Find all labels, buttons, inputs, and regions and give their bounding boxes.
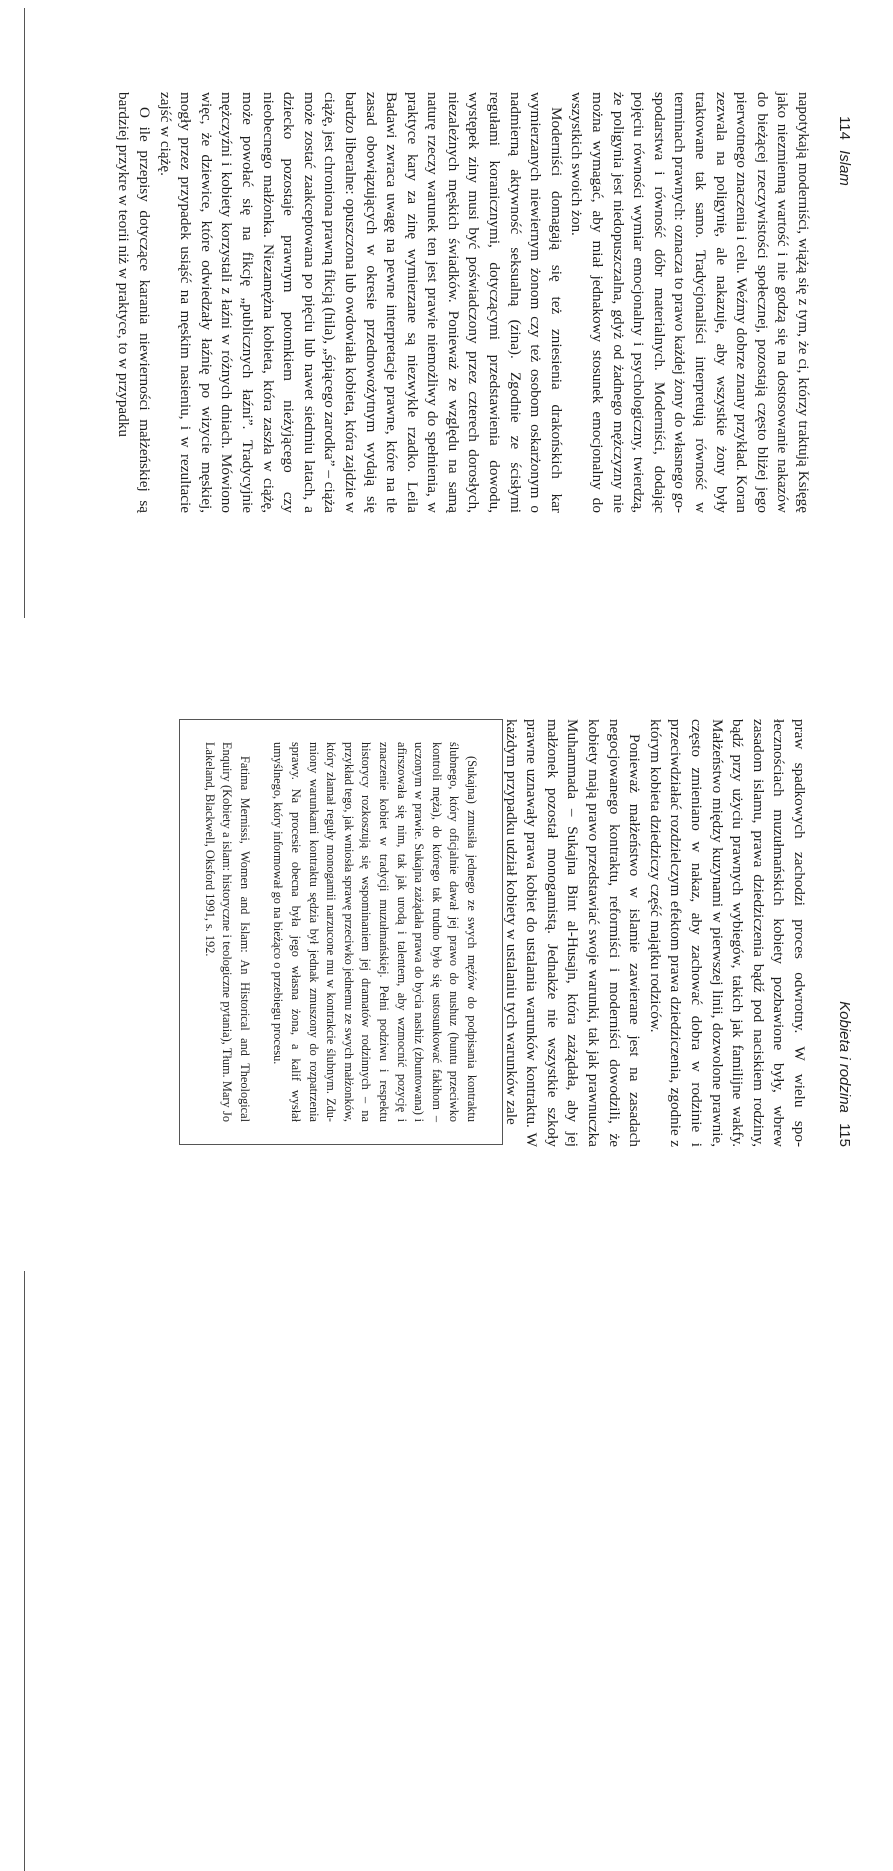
right-running-head-title: Kobieta i rodzina [836,1001,853,1113]
paragraph: Moderniści domagają się też zniesienia drakońskich kar wymierzanych niewiernym żonom czy też osobom oskarżonym o nadmierną aktywność seksualną (zina). Zgodnie ze ścisłymi regułami koranicznymi, dotyczącymi przedstawienia dowodu, występek ziny musi być poświadczony przez czterech dorosłych, niezależnych męskich świadków. Ponieważ ze względu na samą naturę rzeczy warunek ten jest prawie niemożliwy do spełnienia, w praktyce kary za zinę wymierzane są niezwykle rzadko. Leila Badawi zwraca uwagę na pewne interpretacje prawne, które na tle zasad obowiązujących w okresie przednowożytnym wydają się bardzo liberalne: opuszczona lub owdowiała kobieta, która zajdzie w ciążę, jest chroniona prawną fikcją (hila), „śpiącego zarodka” – ciąża może zostać zaakceptowana po pięciu lub nawet siedmiu latach, a dziecko pozostaje prawnym potomkiem nieżyjącego czy nieobecnego małżonka. Niezamężna kobieta, która zaszła w ciążę, może powołać się na fikcję „publicznych łaźni”. Tradycyjnie mężczyźni i kobiety korzystali z łaźni w różnych dniach. Mówiono więc, że dziewice, które odwiedzały łaźnię po wizycie męskiej, mogły przez przypadek usiąść na męskim nasieniu, i w rezultacie zajść w ciążę. [156,92,565,513]
quote-citation: Fatima Mernissi, Women and Islam: An Historical and Theological Enquiry (Kobiety a islam: historyczne i teologiczne pytania), Tłum. Mary Jo Lakeland, Blackwell, Oksford 1991, s. 192. [202,742,252,1122]
paragraph: Ponieważ małżeństwo w islamie zawierane jest na zasadach negocjowanego kontraktu, reformiści i moderniści dowodzili, że kobiety mają prawo przedstawiać swoje warunki, tak jak prawnuczka Muhammada – Sukajna Bint al-Husajn, która zażądała, aby jej małżonek pozostał monogamistą. Jednakże nie wszystkie szkoły prawne uznawały prawa kobiet do ustalania warunków kontraktu. W każdym przypadku udział kobiety w ustalaniu tych warunków zale [502,719,644,1147]
quote-text: (Sukajna) zmusiła jednego ze swych mężów do podpisania kontraktu ślubnego, który oficjalnie dawał jej prawo do nushuz (buntu przeciwko kontroli męża), do którego tak trudno było się ustosunkować fakihom – uczonym w prawie. Sukajna zażądała prawa do bycia nashiz (zbuntowana) i afirszowała się nim, tak jak urodą i talentem, aby wzmocnić pozycję i znaczenie kobiet w tradycji muzułmańskiej. Pełni podziwu i respektu historycy rozkoszują się wspominaniem jej dramatów rodzinnych – na przykład tego, jak wniosła sprawę przeciwko jednemu ze swych małżonków, który złamał reguły monogamii narzucone mu w kontrakcie ślubnym. Zdumiony warunkami kontraktu sędzia był jednak zmuszony do rozpatrzenia sprawy. Na procesie obecna była jego własna żona, a kalif wysłał umyślnego, który informował go na bieżąco o przebiegu procesu. [271,742,479,1122]
right-running-head [836,1001,853,1153]
page-edge-rule [24,8,25,618]
page-edge-rule [24,1271,25,1871]
paragraph: praw spadkowych zachodzi proces odwrotny. W wielu społecznościach muzułmańskich kobiety pozbawione były, wbrew zasadom islamu, prawa dziedziczenia bądź pod naciskiem rodziny, bądź przy użyciu prawnych wybiegów, takich jak familijne wakfy. Małżeństwo między kuzynami w pierwszej linii, dozwolone prawnie, często zmieniano w nakaz, aby zachować dobra w rodzinie i przeciwdziałać rozdzielczym efektom prawa dziedziczenia, zgodnie z którym kobieta dziedziczy część majątku rodziców. [646,719,808,1147]
left-page-number: 114 [836,116,853,140]
left-running-head-title: Islam [836,150,853,186]
right-page [0,631,893,1263]
right-page-body [500,719,809,1147]
paragraph: O ile przepisy dotyczące karania niewierności małżeńskiej są bardziej przykre w teorii niż w praktyce, to w przypadku [115,92,153,513]
quote-box [179,719,503,1145]
paragraph: napotykają moderniści, wiążą się z tym, że ci, którzy traktują Księgę jako niezmienną wartość i nie godzą się na dostosowanie nakazów do bieżącej rzeczywistości społecznej, pozostają często bliżej jego pierwotnego znaczenia i celu. Weźmy dobrze znany przykład. Koran zezwala na poligynię, ale nakazuje, aby wszystkie żony były traktowane tak samo. Tradycjonaliści interpretują równość w terminach prawnych: oznacza to prawo każdej żony do własnego gospodarstwa i równość dóbr materialnych. Moderniści, dodając pojęciu równości wymiar emocjonalny i psychologiczny, twierdzą, że poligynia jest niedopuszczalna, gdyż od żadnego mężczyzny nie można wymagać, aby miał jednakowy stosunek emocjonalny do wszystkich swoich żon. [568,92,812,513]
left-page [0,0,893,631]
left-running-head [836,110,853,186]
right-page-number: 115 [836,1123,853,1147]
left-page-body [113,92,813,513]
